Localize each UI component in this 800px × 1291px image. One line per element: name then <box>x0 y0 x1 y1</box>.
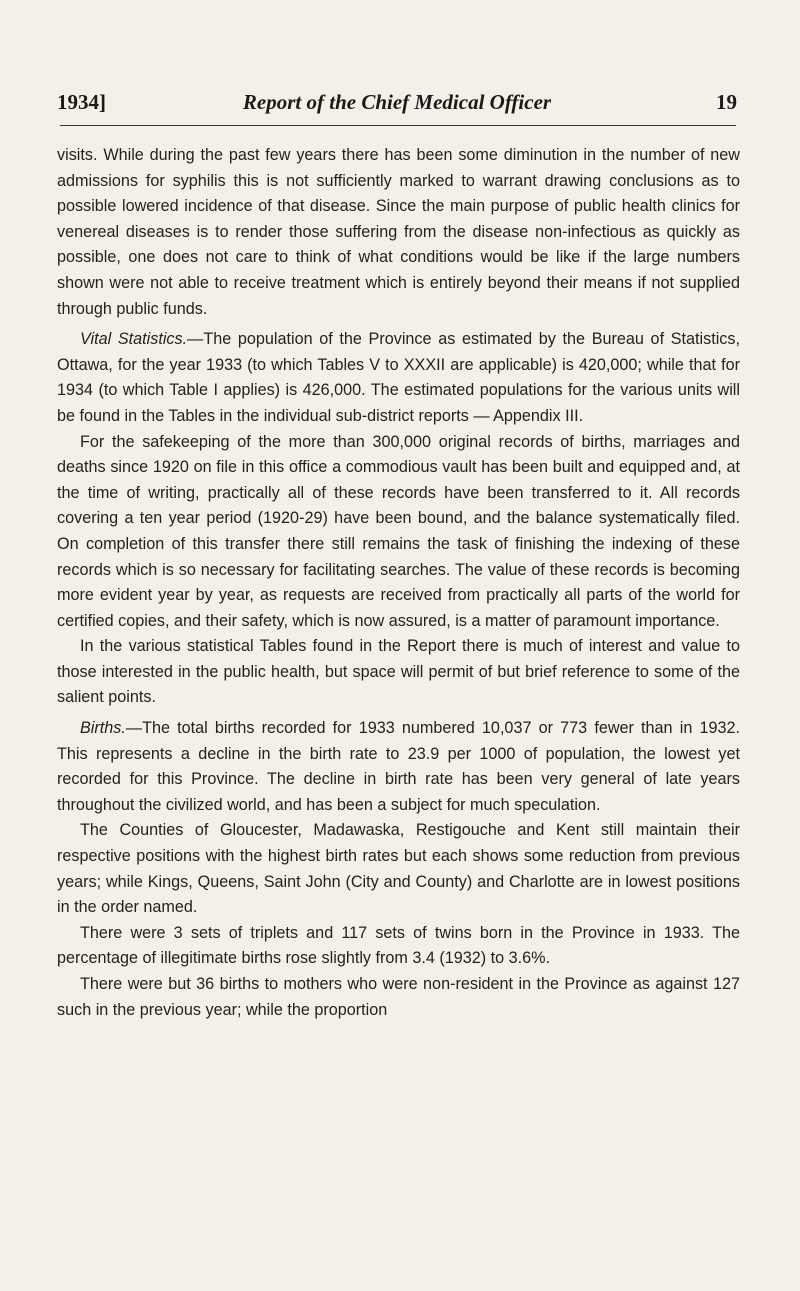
running-head-title: Report of the Chief Medical Officer <box>242 90 552 114</box>
running-head <box>57 90 737 120</box>
body-text <box>57 143 740 1023</box>
paragraph-statistical-tables: In the various statistical Tables found in the Report there is much of interest and value to those interested in the public health, but space will permit of but brief reference to some of the salient points. <box>57 637 740 707</box>
header-rule <box>60 125 736 126</box>
paragraph-continued-visits: visits. While during the past few years there has been some diminution in the number of new admissions for syphilis this is not sufficiently marked to warrant drawing conclusions as to possible lowered incidence of that disease. Since the main purpose of public health clinics for venereal diseases is to render those suffering from the disease non-infectious as quickly as possible, one does not care to think of what conditions would be like if the large numbers shown were not able to receive treatment which is entirely beyond their means if not supplied through public funds. <box>57 146 740 318</box>
page-number: 19 <box>716 90 737 114</box>
paragraph-counties: The Counties of Gloucester, Madawaska, Restigouche and Kent still maintain their respective positions with the highest birth rates but each shows some reduction from previous years; while Kings, Queens, Saint John (City and County) and Charlotte are in lowest positions in the order named. <box>57 821 740 917</box>
paragraph-births-text: —The total births recorded for 1933 numbered 10,037 or 773 fewer than in 1932. This represents a decline in the birth rate to 23.9 per 1000 of population, the lowest yet recorded for this Province. The decline in birth rate has been very general of late years throughout the civilized world, and has been a subject for much speculation. <box>57 719 740 814</box>
paragraph-births <box>57 716 740 818</box>
paragraph-non-resident: There were but 36 births to mothers who were non-resident in the Province as against 127 such in the previous year; while the proportion <box>57 975 740 1019</box>
section-heading-vital-statistics: Vital Statistics. <box>80 330 188 349</box>
paragraph-vital-statistics-text: —The population of the Province as estimated by the Bureau of Statistics, Ottawa, for the year 1933 (to which Tables V to XXXII are applicable) is 420,000; while that for 1934 (to which Table I applies) is 426,000. The estimated populations for the various units will be found in the Tables in the individual sub-district reports — Appendix III. <box>57 330 740 425</box>
paragraph-records-vault: For the safekeeping of the more than 300,000 original records of births, marriages and deaths since 1920 on file in this office a commodious vault has been built and equipped and, at the time of writing, practically all of these records have been transferred to it. All records covering a ten year period (1920-29) have been bound, and the balance systematically filed. On completion of this transfer there still remains the task of finishing the indexing of these records which is so necessary for facilitating searches. The value of these records is becoming more evident year by year, as requests are received from practically all parts of the world for certified copies, and their safety, which is now assured, is a matter of paramount importance. <box>57 432 740 630</box>
paragraph-vital-statistics <box>57 327 740 429</box>
paragraph-triplets-twins: There were 3 sets of triplets and 117 sets of twins born in the Province in 1933. The percentage of illegitimate births rose slightly from 3.4 (1932) to 3.6%. <box>57 923 740 968</box>
running-head-year: 1934] <box>57 90 106 114</box>
section-heading-births: Births. <box>80 719 126 738</box>
